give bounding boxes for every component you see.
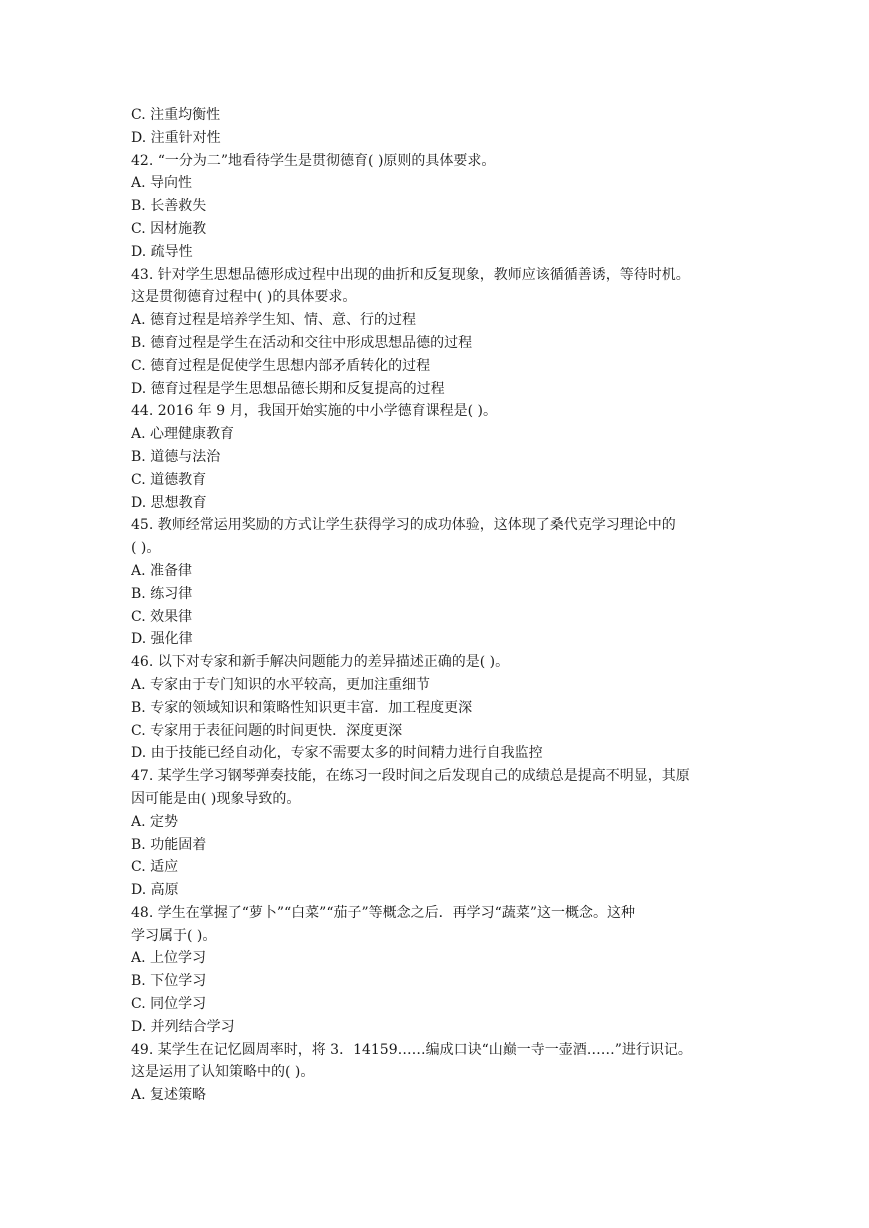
- text-line: 47. 某学生学习钢琴弹奏技能，在练习一段时间之后发现自己的成绩总是提高不明显，其原: [131, 768, 690, 785]
- text-line: C. 效果律: [131, 608, 193, 625]
- text-line: A. 上位学习: [131, 950, 207, 967]
- text-line: D. 注重针对性: [131, 129, 221, 146]
- text-line: A. 定势: [131, 813, 179, 830]
- text-line: D. 高原: [131, 882, 179, 899]
- text-line: B. 长善救失: [131, 198, 207, 215]
- text-line: A. 德育过程是培养学生知、情、意、行的过程: [131, 312, 417, 329]
- text-line: D. 强化律: [131, 631, 193, 648]
- text-line: A. 准备律: [131, 562, 193, 579]
- text-line: 48. 学生在掌握了“萝卜”“白菜”“茄子”等概念之后．再学习“蔬菜”这一概念。这种: [131, 904, 635, 921]
- text-line: B. 专家的领域知识和策略性知识更丰富．加工程度更深: [131, 699, 473, 716]
- text-line: A. 心理健康教育: [131, 426, 235, 443]
- text-line: C. 适应: [131, 859, 179, 876]
- text-line: C. 同位学习: [131, 996, 207, 1013]
- text-line: A. 专家由于专门知识的水平较高，更加注重细节: [131, 676, 431, 693]
- text-line: A. 复述策略: [131, 1087, 207, 1104]
- text-line: C. 德育过程是促使学生思想内部矛盾转化的过程: [131, 357, 431, 374]
- document-text-body: [131, 104, 743, 1107]
- text-line: D. 疏导性: [131, 243, 193, 260]
- text-line: B. 道德与法治: [131, 448, 221, 465]
- text-line: D. 思想教育: [131, 494, 207, 511]
- text-line: 这是运用了认知策略中的( )。: [131, 1064, 315, 1081]
- text-line: 42. “一分为二”地看待学生是贯彻德育( )原则的具体要求。: [131, 152, 496, 169]
- text-line: 43. 针对学生思想品德形成过程中出现的曲折和反复现象，教师应该循循善诱，等待时机。: [131, 266, 690, 283]
- text-line: C. 道德教育: [131, 471, 207, 488]
- text-line: C. 注重均衡性: [131, 107, 221, 123]
- text-line: 46. 以下对专家和新手解决问题能力的差异描述正确的是( )。: [131, 654, 510, 671]
- text-line: B. 德育过程是学生在活动和交往中形成思想品德的过程: [131, 334, 473, 351]
- text-line: 49. 某学生在记忆圆周率时，将 3．14159……编成口诀“山巅一寺一壶酒……”进行识记。: [131, 1041, 692, 1058]
- text-line: 学习属于( )。: [131, 927, 217, 944]
- text-line: C. 专家用于表征问题的时间更快．深度更深: [131, 722, 403, 739]
- text-line: B. 下位学习: [131, 973, 207, 990]
- text-line: D. 德育过程是学生思想品德长期和反复提高的过程: [131, 380, 445, 397]
- text-line: B. 功能固着: [131, 836, 207, 853]
- text-line: D. 并列结合学习: [131, 1018, 235, 1035]
- text-line: C. 因材施教: [131, 220, 207, 237]
- text-line: D. 由于技能已经自动化，专家不需要太多的时间精力进行自我监控: [131, 745, 543, 762]
- text-line: 这是贯彻德育过程中( )的具体要求。: [131, 289, 357, 306]
- text-line: 45. 教师经常运用奖励的方式让学生获得学习的成功体验，这体现了桑代克学习理论中的: [131, 517, 676, 534]
- text-line: ( )。: [131, 540, 161, 557]
- text-line: 44. 2016 年 9 月，我国开始实施的中小学德育课程是( )。: [131, 403, 497, 420]
- text-line: 因可能是由( )现象导致的。: [131, 790, 301, 807]
- text-line: A. 导向性: [131, 175, 193, 192]
- text-line: B. 练习律: [131, 585, 193, 602]
